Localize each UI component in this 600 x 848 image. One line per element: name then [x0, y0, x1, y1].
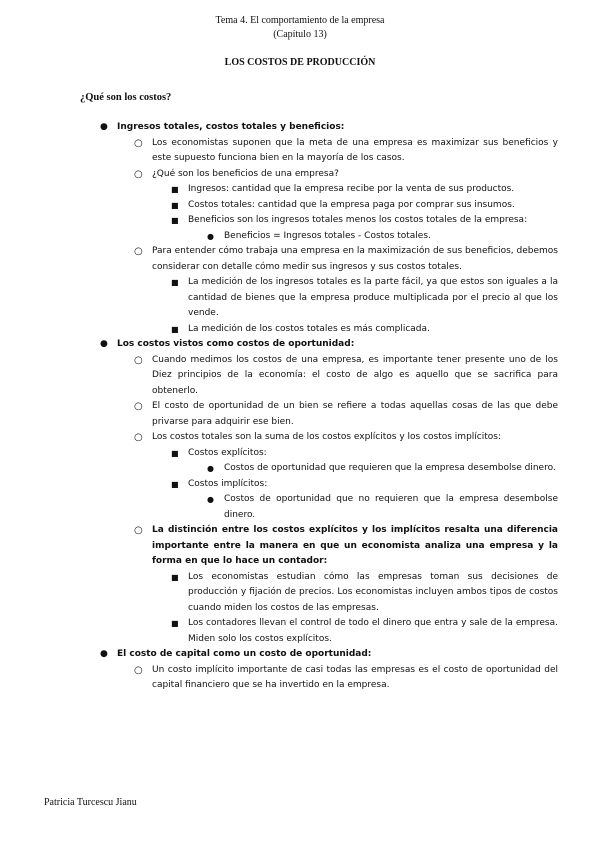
outline-content [0, 120, 600, 694]
list-item [134, 523, 558, 570]
bullet-filled-icon: ● [100, 649, 108, 659]
list-item [207, 492, 558, 523]
item-text: Costos totales: cantidad que la empresa paga por comprar sus insumos. [188, 199, 515, 210]
section-question: ¿Qué son los costos? [80, 92, 172, 103]
item-text: Los economistas suponen que la meta de una empresa es maximizar sus beneficios y este supuesto funciona bien en la mayoría de los casos. [152, 137, 558, 163]
bullet-filled-icon: ● [100, 122, 108, 132]
list-item [100, 120, 558, 136]
list-item [134, 663, 558, 694]
list-item [171, 477, 558, 493]
bullet-hollow-icon: ○ [134, 246, 143, 257]
list-item [134, 244, 558, 275]
bullet-hollow-icon: ○ [134, 401, 143, 412]
bullet-hollow-icon: ○ [134, 432, 143, 443]
bullet-filled-icon: ● [207, 231, 214, 241]
bullet-filled-icon: ● [100, 339, 108, 349]
item-text: Costos explícitos: [188, 447, 267, 458]
list-item [134, 430, 558, 446]
outline-list [0, 120, 600, 694]
bullet-filled-icon: ● [207, 464, 214, 473]
list-item [171, 322, 558, 338]
bullet-hollow-icon: ○ [134, 664, 143, 676]
list-item [134, 353, 558, 400]
header-topic: Tema 4. El comportamiento de la empresa [215, 15, 385, 26]
list-item [134, 399, 558, 430]
bullet-square-icon: ■ [171, 200, 179, 210]
list-item [207, 461, 558, 477]
heading-ingresos: Ingresos totales, costos totales y beneficios: [117, 122, 345, 132]
list-item [171, 275, 558, 322]
item-text: La medición de los costos totales es más complicada. [188, 323, 430, 334]
list-item [100, 647, 558, 663]
heading-oportunidad: Los costos vistos como costos de oportunidad: [117, 339, 355, 349]
list-item [171, 182, 558, 198]
list-item [171, 198, 558, 214]
bullet-hollow-icon: ○ [134, 168, 143, 180]
header-chapter: (Capítulo 13) [273, 29, 327, 40]
bullet-square-icon: ■ [171, 479, 179, 489]
item-text: La distinción entre los costos explícitos y los implícitos resalta una diferencia importante entre la manera en que un economista analiza una empresa y la forma en que lo hace un contador: [152, 525, 558, 566]
item-text: Para entender cómo trabaja una empresa en la maximización de sus beneficios, debemos considerar con detalle cómo medir sus ingresos y sus costos totales. [152, 246, 558, 272]
bullet-hollow-icon: ○ [134, 354, 143, 366]
list-item [100, 337, 558, 353]
author-footer: Patricia Turcescu Jianu [44, 797, 137, 808]
item-text: Un costo implícito importante de casi todas las empresas es el costo de oportunidad del capital financiero que se ha invertido en la empresa. [152, 664, 558, 690]
item-text: Costos de oportunidad que requieren que la empresa desembolse dinero. [224, 463, 556, 473]
item-text: Los economistas estudian cómo las empresas toman sus decisiones de producción y fijación de precios. Los economistas incluyen ambos tipos de costos cuando miden los costos de las empresas. [188, 571, 558, 613]
bullet-square-icon: ■ [171, 185, 179, 194]
bullet-hollow-icon: ○ [134, 137, 143, 149]
item-text: Costos de oportunidad que no requieren que la empresa desembolse dinero. [224, 494, 558, 520]
list-item [134, 136, 558, 167]
bullet-square-icon: ■ [171, 324, 179, 334]
list-item [207, 229, 558, 245]
bullet-square-icon: ■ [171, 448, 179, 458]
list-item [171, 570, 558, 617]
list-item [134, 167, 558, 183]
bullet-square-icon: ■ [171, 572, 179, 582]
list-item [171, 213, 558, 229]
item-text: Los costos totales son la suma de los costos explícitos y los costos implícitos: [152, 432, 501, 442]
item-text: Beneficios = Ingresos totales - Costos totales. [224, 230, 431, 241]
bullet-filled-icon: ● [207, 495, 214, 504]
list-item [171, 616, 558, 647]
item-text: ¿Qué son los beneficios de una empresa? [152, 168, 339, 179]
bullet-hollow-icon: ○ [134, 525, 143, 536]
bullet-square-icon: ■ [171, 278, 179, 287]
item-text: Cuando medimos los costos de una empresa, es importante tener presente uno de los Diez principios de la economía: el costo de algo es aquello que se sacrifica para obtenerlo. [152, 354, 558, 396]
heading-capital: El costo de capital como un costo de oportunidad: [117, 649, 372, 659]
bullet-square-icon: ■ [171, 619, 179, 628]
item-text: Los contadores llevan el control de todo el dinero que entra y sale de la empresa. Miden solo los costos explícitos. [188, 618, 558, 644]
item-text: El costo de oportunidad de un bien se refiere a todas aquellas cosas de las que debe privarse para adquirir ese bien. [152, 401, 558, 427]
item-text: Ingresos: cantidad que la empresa recibe por la venta de sus productos. [188, 184, 515, 194]
list-item [171, 446, 558, 462]
page-title: LOS COSTOS DE PRODUCCIÓN [224, 57, 376, 68]
item-text: La medición de los ingresos totales es la parte fácil, ya que estos son iguales a la cantidad de bienes que la empresa produce multiplicada por el precio al que los vende. [188, 277, 558, 318]
bullet-square-icon: ■ [171, 216, 179, 225]
item-text: Beneficios son los ingresos totales menos los costos totales de la empresa: [188, 215, 528, 225]
item-text: Costos implícitos: [188, 478, 268, 489]
